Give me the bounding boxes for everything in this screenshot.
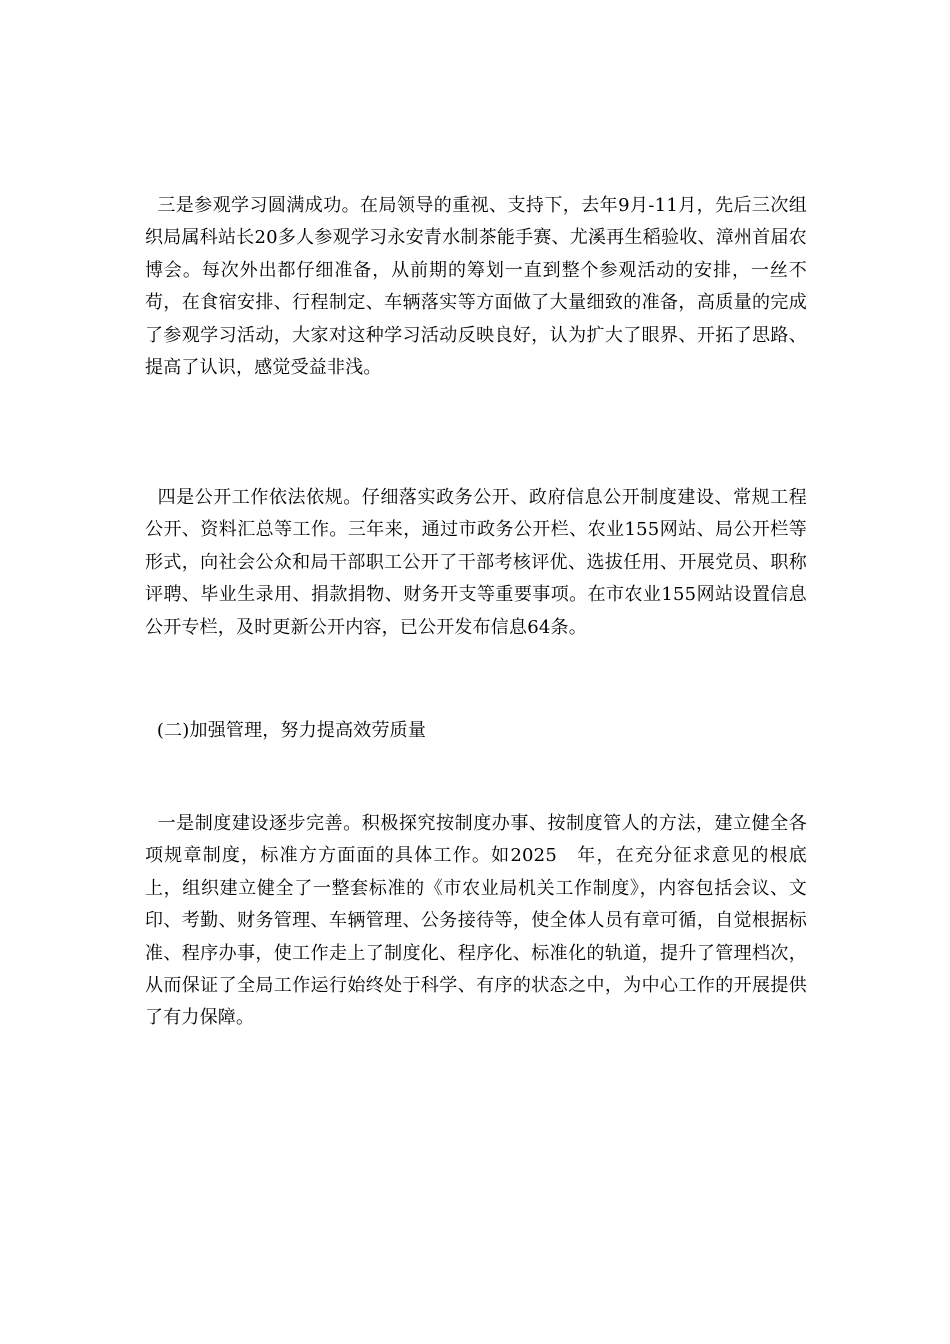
section-heading-management: (二)加强管理，努力提高效劳质量	[145, 720, 427, 741]
paragraph-system-building: 一是制度建设逐步完善。积极探究按制度办事、按制度管人的方法，建立健全各项规章制度，标准方方面面的具体工作。如2025 年，在充分征求意见的根底上，组织建立健全了一整套标准的《市农业局机关工作制度》，内容包括会议、文印、考勤、财务管理、车辆管理、公务接待等，使全体人员有章可循，自觉根据标准、程序办事，使工作走上了制度化、程序化、标准化的轨道，提升了管理档次，从而保证了全局工作运行始终处于科学、有序的状态之中，为中心工作的开展提供了有力保障。	[145, 813, 807, 1029]
paragraph-public-disclosure: 四是公开工作依法依规。仔细落实政务公开、政府信息公开制度建设、常规工程公开、资料汇总等工作。三年来，通过市政务公开栏、农业155网站、局公开栏等形式，向社会公众和局干部职工公开了干部考核评优、选拔任用、开展党员、职称评聘、毕业生录用、捐款捐物、财务开支等重要事项。在市农业155网站设置信息公开专栏，及时更新公开内容，已公开发布信息64条。	[145, 487, 807, 638]
paragraph-study-tour: 三是参观学习圆满成功。在局领导的重视、支持下，去年9月-11月，先后三次组织局属科站长20多人参观学习永安青水制茶能手赛、尤溪再生稻验收、漳州首届农博会。每次外出都仔细准备，从前期的筹划一直到整个参观活动的安排，一丝不苟，在食宿安排、行程制定、车辆落实等方面做了大量细致的准备，高质量的完成了参观学习活动，大家对这种学习活动反映良好，认为扩大了眼界、开拓了思路、提高了认识，感觉受益非浅。	[145, 195, 807, 379]
